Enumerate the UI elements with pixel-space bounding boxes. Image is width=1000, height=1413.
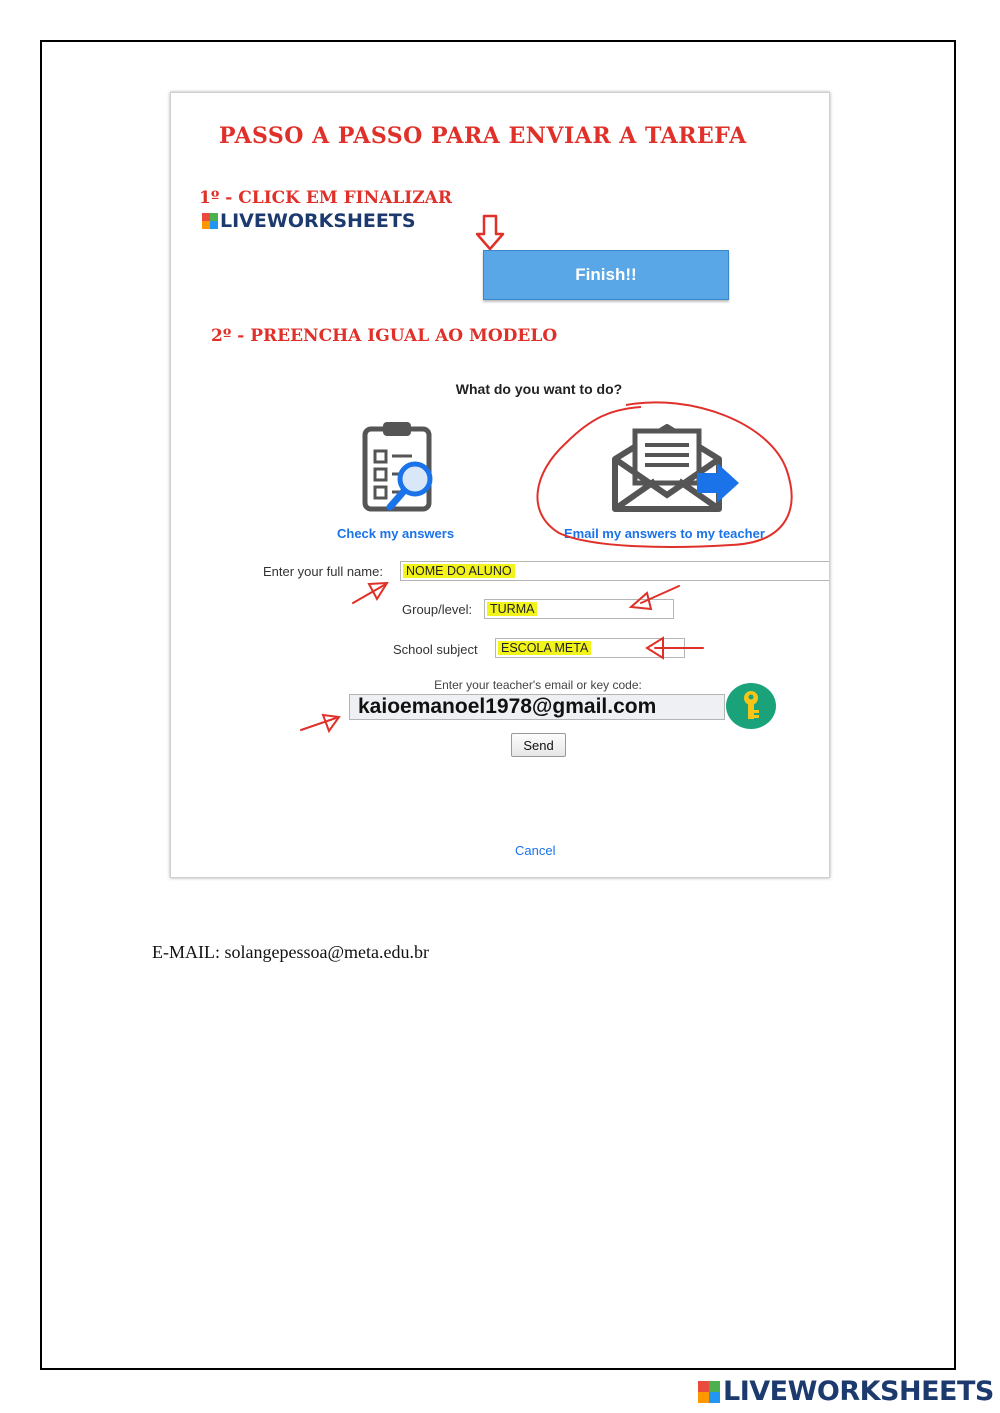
contact-email: E-MAIL: solangepessoa@meta.edu.br [152,942,429,962]
step-1-text: 1º - CLICK EM FINALIZAR [199,188,452,208]
arrow-to-email-icon [301,715,339,731]
liveworksheets-brand-icon [698,1381,720,1403]
teacher-email-label: Enter your teacher's email or key code: [434,678,642,692]
check-answers-option[interactable]: Check my answers [337,526,455,541]
email-answers-option[interactable]: Email my answers to my teacher [564,526,765,541]
cancel-link[interactable]: Cancel [515,843,556,858]
arrow-to-group-icon [631,586,679,609]
liveworksheets-brand [698,1376,994,1407]
teacher-email-field[interactable]: kaioemanoel1978@gmail.com [349,694,725,720]
instruction-screenshot [170,92,830,878]
subject-label: School subject [393,642,478,657]
group-value: TURMA [487,602,537,616]
arrow-to-name-icon [353,583,387,603]
subject-value: ESCOLA META [498,641,591,655]
send-button[interactable]: Send [511,733,566,757]
dialog-question: What do you want to do? [455,381,623,397]
instruction-title: PASSO A PASSO PARA ENVIAR A TAREFA [219,123,747,149]
group-label: Group/level: [402,602,473,617]
logo-text: LIVEWORKSHEETS [220,210,416,232]
step-2-text: 2º - PREENCHA IGUAL AO MODELO [211,326,558,346]
fullname-value: NOME DO ALUNO [403,564,515,578]
finish-button[interactable]: Finish!! [483,250,729,300]
red-annotations [171,93,829,877]
fullname-label: Enter your full name: [263,564,383,579]
brand-text: LIVEWORKSHEETS [723,1376,994,1407]
red-circle-annotation [537,402,791,547]
arrow-to-subject-icon [647,638,703,658]
